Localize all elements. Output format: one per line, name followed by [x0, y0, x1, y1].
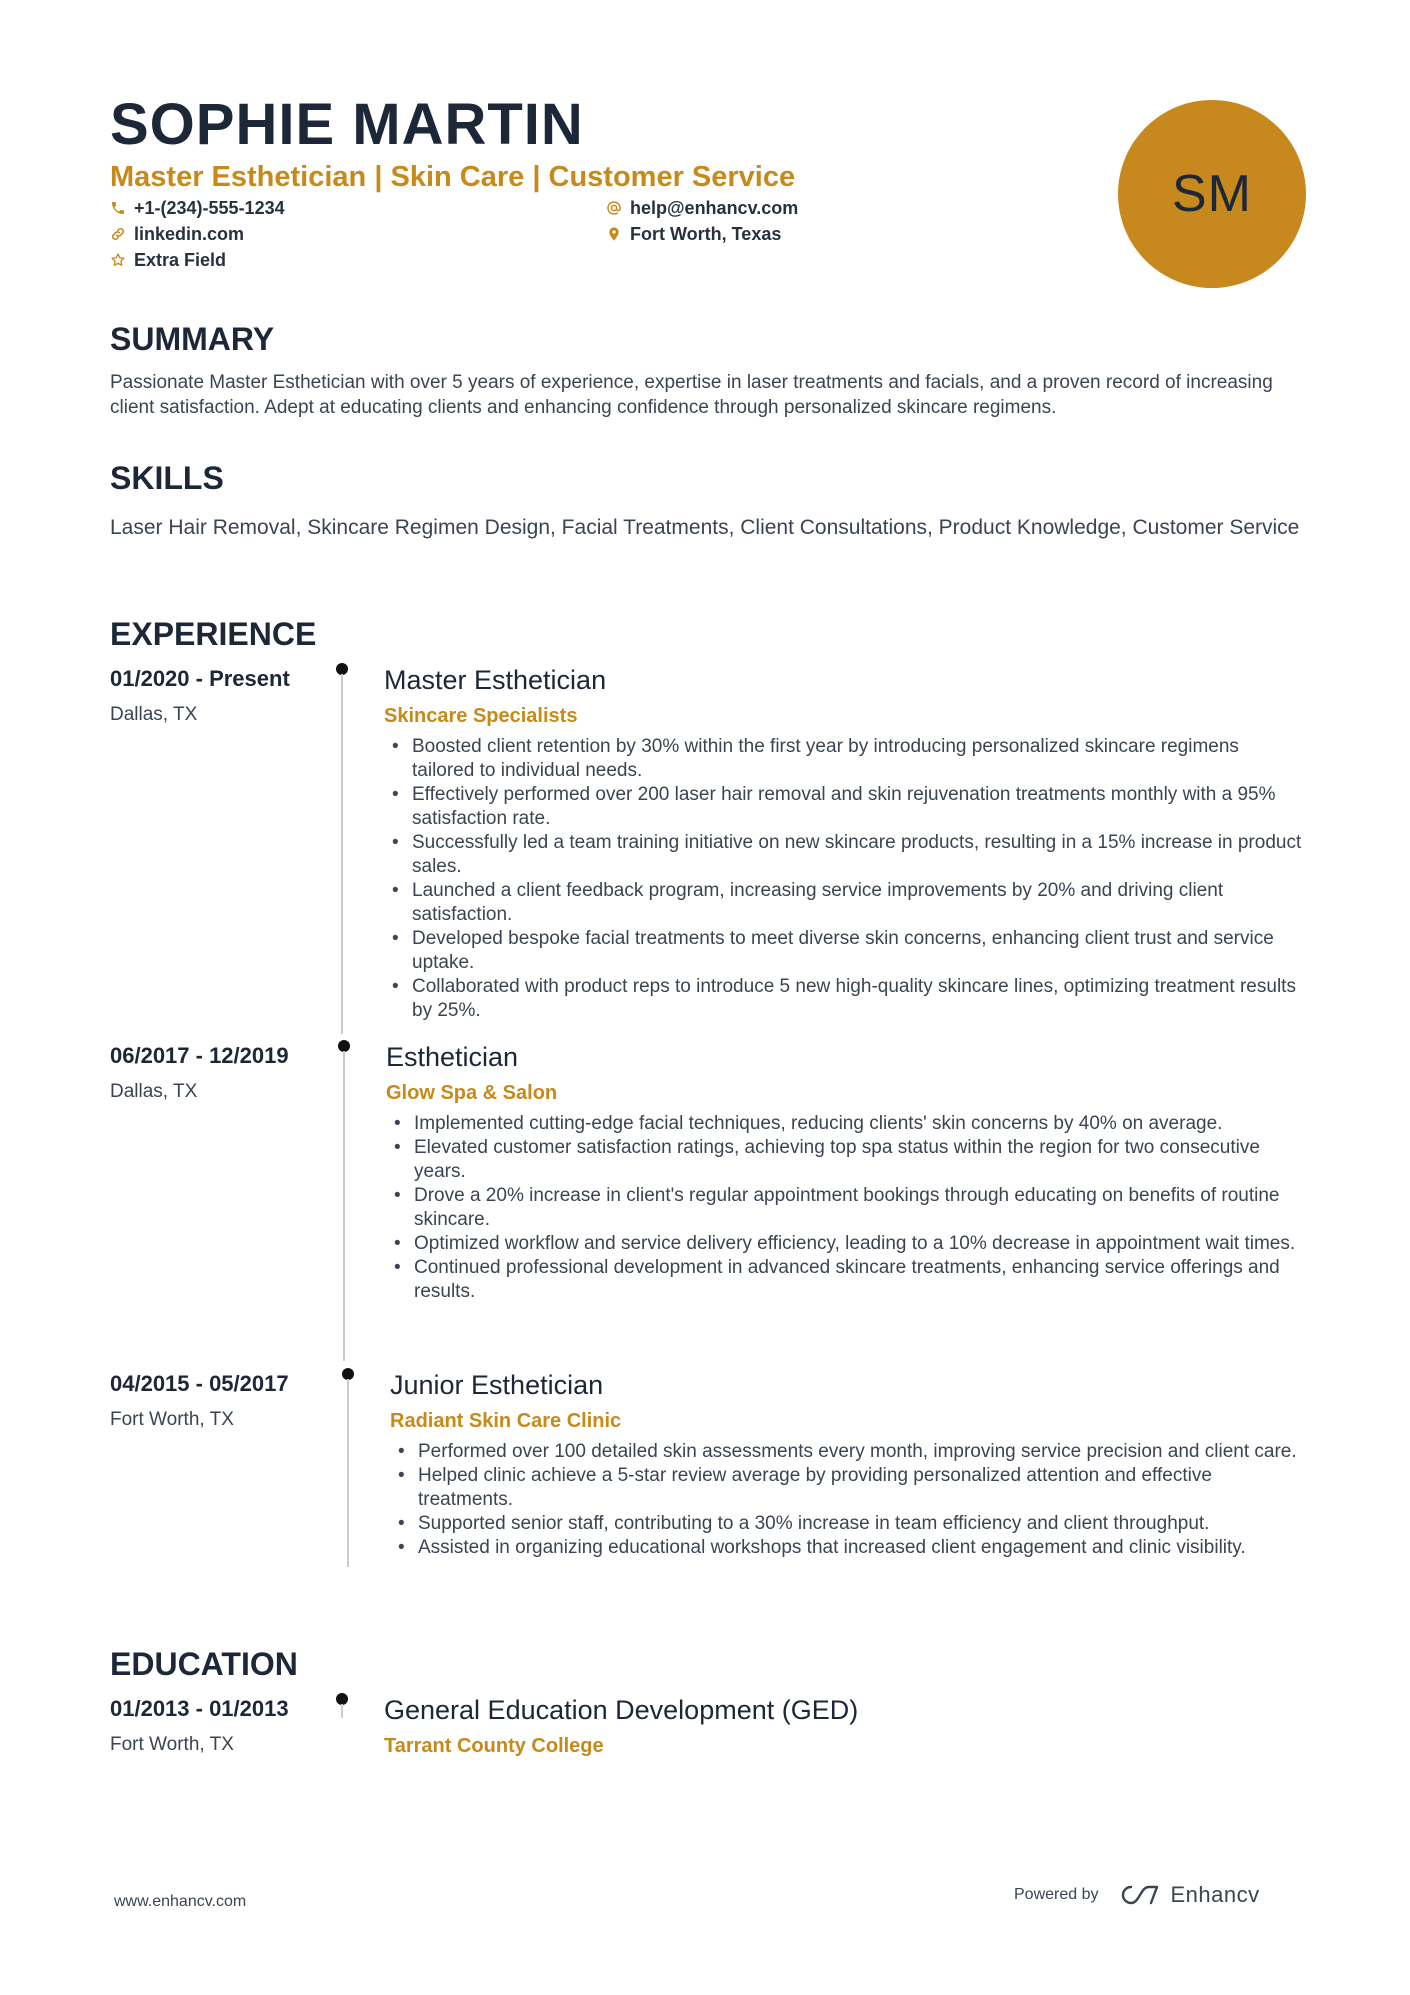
list-item: • Collaborated with product reps to introduce 5 new high-quality skincare lines, optimizing treatment results by 25%. — [384, 975, 1304, 1023]
job-bullets — [386, 1112, 1306, 1304]
list-item: • Helped clinic achieve a 5-star review average by providing personalized attention and effective treatments. — [390, 1464, 1310, 1512]
timeline-line — [341, 674, 343, 1034]
list-item: • Launched a client feedback program, increasing service improvements by 20% and driving client satisfaction. — [384, 879, 1304, 927]
star-icon — [110, 252, 126, 268]
job-dates: 01/2020 - Present — [110, 666, 290, 691]
skills-heading: SKILLS — [110, 460, 224, 496]
summary-text: Passionate Master Esthetician with over 5 years of experience, expertise in laser treatments and facials, and a proven record of increasing client satisfaction. Adept at educating clients and enhancing confidence through personalized skincare regimens. — [110, 372, 1273, 418]
candidate-headline: Master Esthetician | Skin Care | Customer Service — [110, 161, 796, 193]
footer-branding — [1014, 1882, 1260, 1908]
job-title: Master Esthetician — [384, 665, 607, 695]
summary-heading: SUMMARY — [110, 321, 275, 357]
list-item: • Supported senior staff, contributing to a 30% increase in team efficiency and client throughput. — [390, 1512, 1310, 1536]
education-location: Fort Worth, TX — [110, 1734, 234, 1755]
list-item: • Elevated customer satisfaction ratings, achieving top spa status within the region for two consecutive years. — [386, 1136, 1306, 1184]
timeline-line — [341, 1704, 343, 1718]
list-item: • Successfully led a team training initiative on new skincare products, resulting in a 15% increase in product sales. — [384, 831, 1304, 879]
job-title: Junior Esthetician — [390, 1370, 604, 1400]
list-item: • Effectively performed over 200 laser hair removal and skin rejuvenation treatments monthly with a 95% satisfaction rate. — [384, 783, 1304, 831]
education-heading: EDUCATION — [110, 1646, 298, 1682]
brand-name: Enhancv — [1170, 1882, 1260, 1907]
contact-linkedin[interactable] — [110, 225, 244, 243]
location-pin-icon — [606, 226, 622, 242]
contact-phone[interactable] — [110, 199, 285, 217]
education-dates: 01/2013 - 01/2013 — [110, 1696, 289, 1721]
job-bullets — [390, 1440, 1310, 1560]
list-item: • Performed over 100 detailed skin assessments every month, improving service precision and client care. — [390, 1440, 1310, 1464]
list-item: • Boosted client retention by 30% within the first year by introducing personalized skincare regimens tailored to individual needs. — [384, 735, 1304, 783]
job-location: Fort Worth, TX — [110, 1409, 234, 1430]
job-company: Skincare Specialists — [384, 705, 578, 727]
phone-text: +1-(234)-555-1234 — [134, 198, 285, 218]
education-degree: General Education Development (GED) — [384, 1695, 859, 1725]
footer-website[interactable]: www.enhancv.com — [114, 1893, 247, 1910]
list-item: • Assisted in organizing educational workshops that increased client engagement and clinic visibility. — [390, 1536, 1310, 1560]
list-item: • Implemented cutting-edge facial techniques, reducing clients' skin concerns by 40% on average. — [386, 1112, 1306, 1136]
link-icon — [110, 226, 126, 242]
job-location: Dallas, TX — [110, 704, 198, 725]
job-location: Dallas, TX — [110, 1081, 198, 1102]
location-text: Fort Worth, Texas — [630, 224, 782, 244]
extra-field-text: Extra Field — [134, 250, 227, 270]
job-title: Esthetician — [386, 1042, 519, 1072]
skills-text: Laser Hair Removal, Skincare Regimen Design, Facial Treatments, Client Consultations, Product Knowledge, Customer Service — [110, 516, 1300, 539]
job-dates: 06/2017 - 12/2019 — [110, 1043, 289, 1068]
timeline-line — [343, 1051, 345, 1361]
job-company: Radiant Skin Care Clinic — [390, 1410, 622, 1432]
job-company: Glow Spa & Salon — [386, 1082, 558, 1104]
enhancv-logo-icon — [1117, 1882, 1163, 1908]
job-bullets — [384, 735, 1304, 1023]
job-dates: 04/2015 - 05/2017 — [110, 1371, 289, 1396]
email-text: help@enhancv.com — [630, 198, 799, 218]
avatar: SM — [1118, 100, 1306, 288]
contact-email[interactable] — [606, 199, 798, 217]
list-item: • Developed bespoke facial treatments to meet diverse skin concerns, enhancing client trust and service uptake. — [384, 927, 1304, 975]
timeline-line — [347, 1379, 349, 1567]
contact-extra — [110, 251, 226, 269]
list-item: • Continued professional development in advanced skincare treatments, enhancing service offerings and results. — [386, 1256, 1306, 1304]
phone-icon — [110, 200, 126, 216]
candidate-name: SOPHIE MARTIN — [110, 92, 584, 157]
list-item: • Drove a 20% increase in client's regular appointment bookings through educating on benefits of routine skincare. — [386, 1184, 1306, 1232]
experience-heading: EXPERIENCE — [110, 616, 317, 652]
brand-logo[interactable] — [1117, 1882, 1260, 1908]
contact-location — [606, 225, 781, 243]
linkedin-text: linkedin.com — [134, 224, 245, 244]
education-school: Tarrant County College — [384, 1735, 604, 1757]
at-icon — [606, 200, 622, 216]
powered-by-label: Powered by — [1014, 1886, 1099, 1903]
list-item: • Optimized workflow and service delivery efficiency, leading to a 10% decrease in appointment wait times. — [386, 1232, 1306, 1256]
